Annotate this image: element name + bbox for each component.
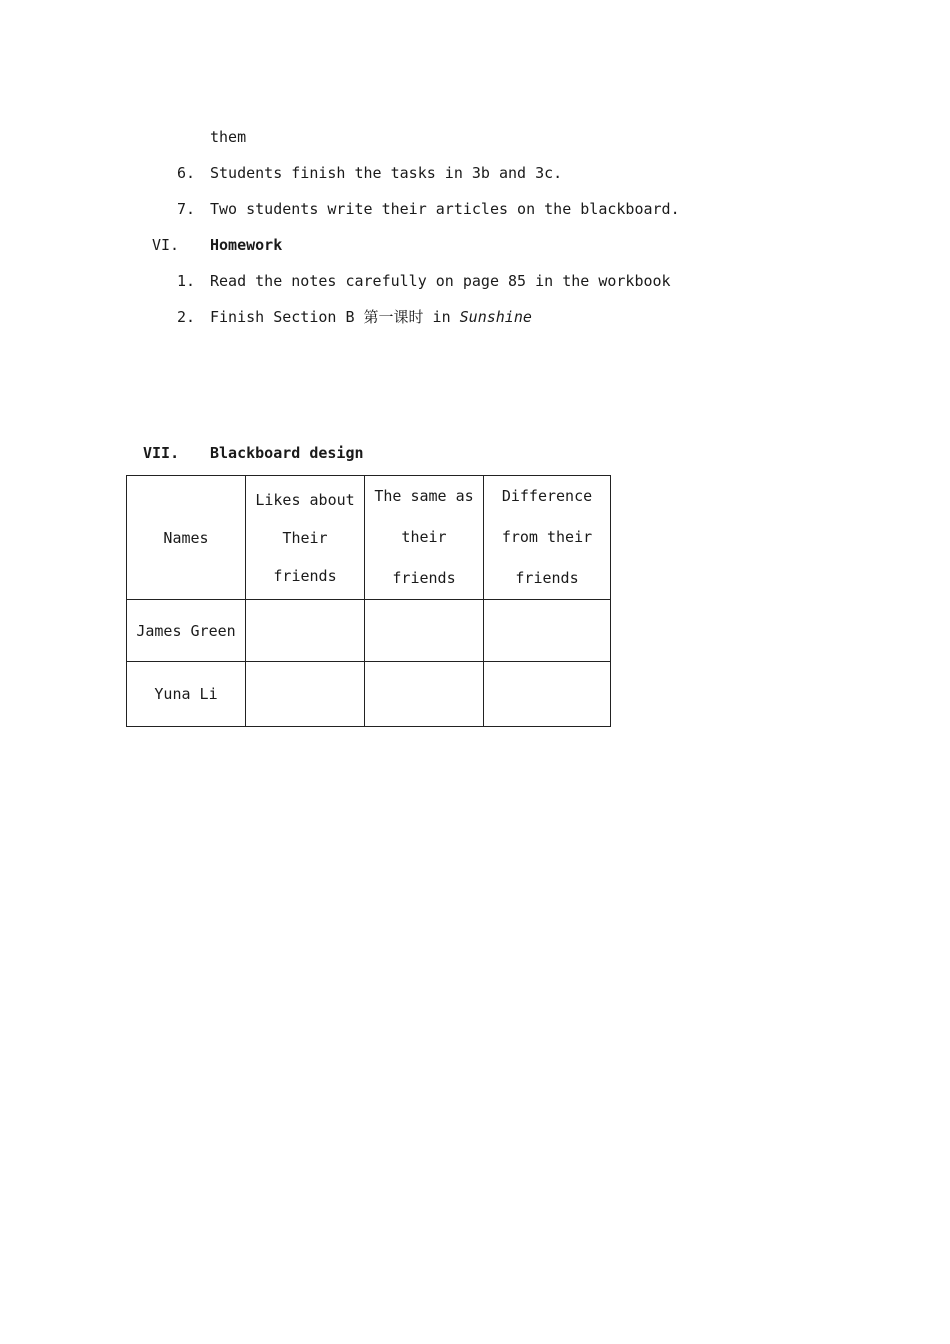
- header-likes-line-1: Likes about: [255, 490, 355, 509]
- row-name-cell: James Green: [127, 600, 246, 662]
- header-likes-line-3: friends: [273, 566, 337, 585]
- header-same-line-1: The same as: [374, 487, 474, 505]
- table-header-row: [127, 476, 611, 600]
- empty-cell: [365, 662, 484, 727]
- header-names: Names: [127, 476, 246, 600]
- header-diff-line-2: from their: [501, 528, 593, 546]
- homework-item-2-number: 2.: [177, 308, 196, 326]
- step-7-text: Two students write their articles on the blackboard.: [210, 200, 680, 218]
- empty-cell: [365, 600, 484, 662]
- homework-item-1-number: 1.: [177, 272, 196, 290]
- empty-cell: [484, 600, 611, 662]
- header-likes-line-2: Their: [282, 528, 328, 547]
- table-row: [127, 662, 611, 727]
- homework-heading: Homework: [210, 236, 283, 254]
- table-row: [127, 600, 611, 662]
- header-same-line-3: friends: [392, 569, 456, 587]
- empty-cell: [246, 600, 365, 662]
- row-name-cell: Yuna Li: [127, 662, 246, 727]
- homework-numeral: VI.: [152, 236, 180, 254]
- homework-item-2-book-title: Sunshine: [459, 308, 532, 326]
- step-continuation-text: them: [210, 128, 247, 146]
- blackboard-table: [126, 475, 611, 727]
- blackboard-heading: Blackboard design: [210, 444, 364, 462]
- header-difference-from-friends: [484, 476, 611, 600]
- step-7-number: 7.: [177, 200, 196, 218]
- header-same-as-friends: [365, 476, 484, 600]
- homework-item-1-text: Read the notes carefully on page 85 in the workbook: [210, 272, 671, 290]
- header-diff-line-3: friends: [515, 569, 579, 587]
- empty-cell: [484, 662, 611, 727]
- blackboard-numeral: VII.: [143, 444, 180, 462]
- step-6-text: Students finish the tasks in 3b and 3c.: [210, 164, 563, 182]
- homework-item-2-text-main: Finish Section B 第一课时 in: [210, 308, 460, 326]
- header-diff-line-1: Difference: [501, 487, 593, 505]
- homework-item-2-text: [210, 307, 532, 327]
- header-likes-about-friends: [246, 476, 365, 600]
- empty-cell: [246, 662, 365, 727]
- step-6-number: 6.: [177, 164, 196, 182]
- header-same-line-2: their: [401, 528, 447, 546]
